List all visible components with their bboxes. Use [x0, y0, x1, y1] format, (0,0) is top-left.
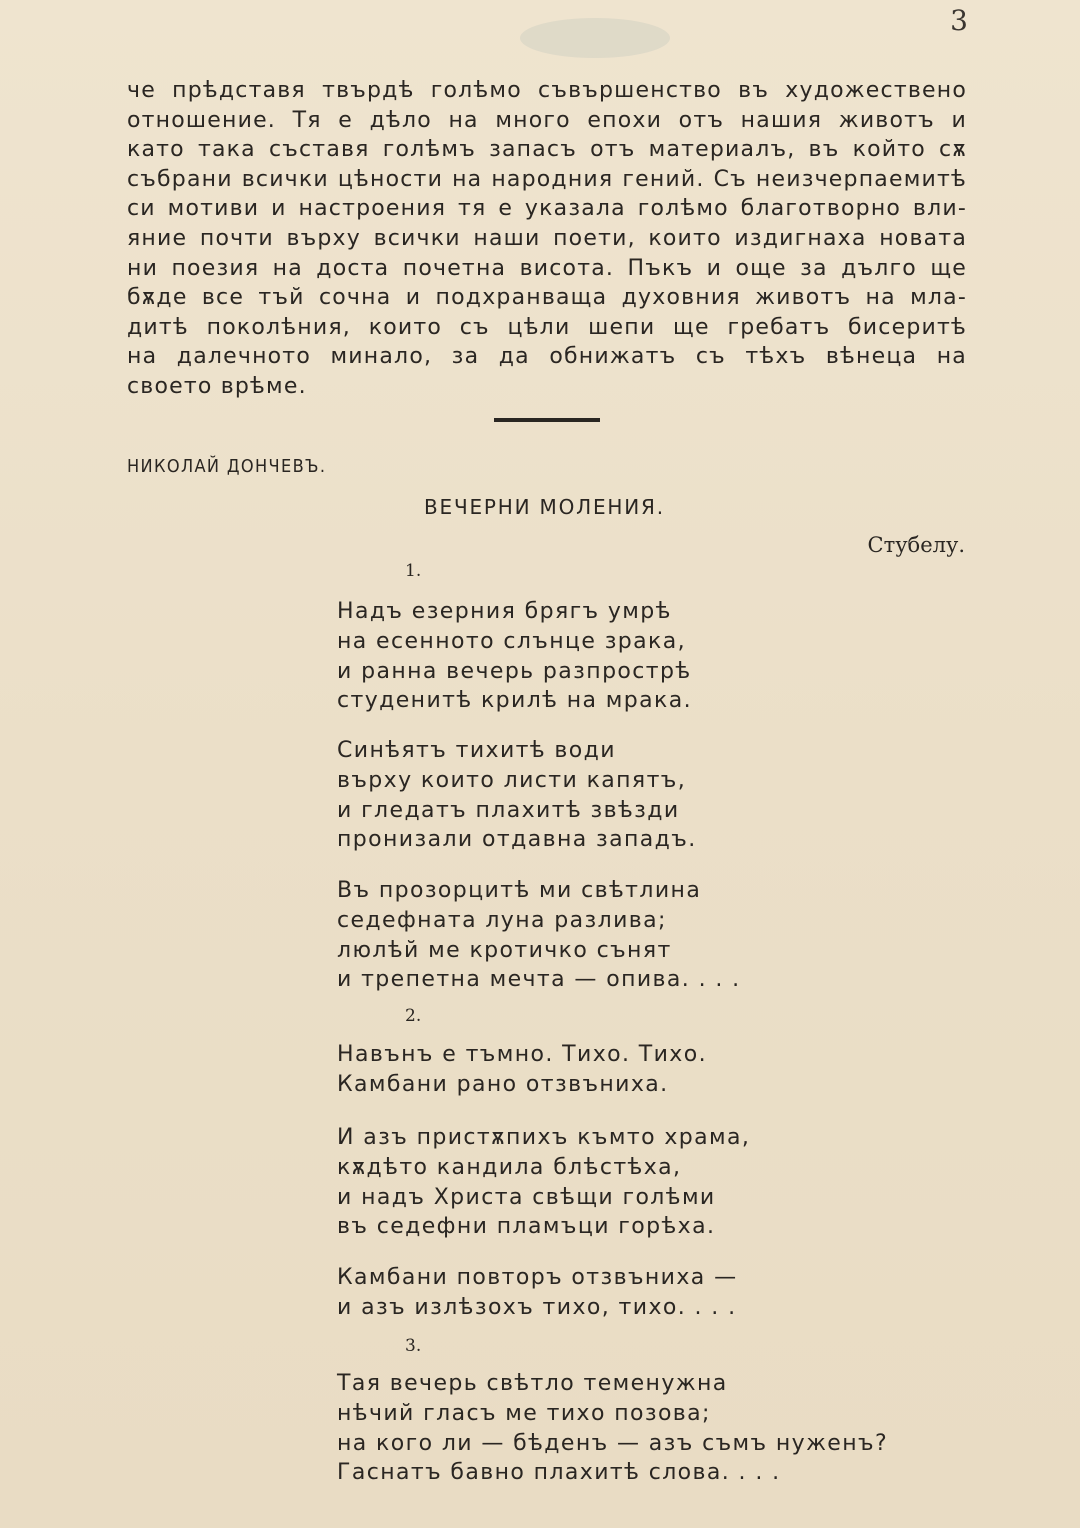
verse-line: Синѣятъ тихитѣ води	[337, 738, 616, 763]
verse-line: Въ прозорцитѣ ми свѣтлина	[337, 878, 702, 903]
prose-line: своето врѣме.	[127, 373, 307, 399]
verse-line: на есенното слънце зрака,	[337, 628, 687, 654]
stanza	[337, 1263, 737, 1323]
verse-line: Камбани рано отзвъниха.	[337, 1071, 669, 1097]
dedication: Стубелу.	[867, 533, 965, 557]
stanza	[337, 1123, 750, 1242]
verse-line: на кого ли — бѣденъ — азъ съмъ нуженъ?	[337, 1430, 889, 1456]
verse-line: и надъ Христа свѣщи голѣми	[337, 1184, 716, 1210]
section-number: 2.	[405, 1006, 422, 1026]
verse-line: люлѣй ме кротичко сънят	[337, 937, 672, 963]
prose-line: ни поезия на доста почетна висота. Пъкъ и още за дълго ще	[127, 255, 967, 281]
section-number: 3.	[405, 1336, 422, 1356]
verse-line: и азъ излѣзохъ тихо, тихо. . . .	[337, 1294, 737, 1320]
prose-line: като така съставя голѣмъ запасъ отъ материалъ, въ който сѫ	[127, 137, 967, 163]
stanza	[337, 736, 697, 855]
paper-stain	[520, 18, 670, 58]
author-name: НИКОЛАЙ ДОНЧЕВЪ.	[127, 456, 327, 477]
verse-line: въ седефни пламъци горѣха.	[337, 1214, 716, 1240]
section-number: 1.	[405, 561, 422, 581]
prose-line: си мотиви и настроения тя е указала голѣмо благотворно вли-	[127, 196, 967, 222]
stanza	[337, 1369, 888, 1488]
verse-line: кѫдѣто кандила блѣстѣха,	[337, 1154, 682, 1180]
stanza	[337, 1040, 707, 1100]
stanza	[337, 597, 692, 716]
verse-line: студенитѣ крилѣ на мрака.	[337, 688, 692, 714]
prose-paragraph	[127, 76, 967, 402]
verse-line: Тая вечерь свѣтло теменужна	[337, 1371, 728, 1396]
section-divider	[494, 418, 600, 422]
verse-line: седефната луна разлива;	[337, 907, 667, 933]
verse-line: пронизали отдавна западъ.	[337, 827, 697, 853]
verse-line: нѣчий гласъ ме тихо позова;	[337, 1400, 711, 1426]
page-number: 3	[950, 4, 968, 37]
prose-line: отношение. Тя е дѣло на много епохи отъ нашия животъ и	[127, 107, 967, 133]
verse-line: И азъ пристѫпихъ къмто храма,	[337, 1125, 751, 1150]
verse-line: Надъ езерния брягъ умрѣ	[337, 599, 672, 624]
prose-line: яние почти върху всички наши поети, които издигнаха новата	[127, 225, 967, 251]
poem-title: ВЕЧЕРНИ МОЛЕНИЯ.	[424, 495, 665, 519]
prose-line: на далечното минало, за да обнижатъ съ тѣхъ вѣнеца на	[127, 344, 967, 370]
prose-line: че прѣдставя твърдѣ голѣмо съвършенство въ художествено	[127, 78, 967, 103]
verse-line: Камбани повторъ отзвъниха —	[337, 1265, 738, 1290]
prose-line: бѫде все тъй сочна и подхранваща духовния животъ на мла-	[127, 285, 967, 311]
verse-line: и ранна вечерь разпрострѣ	[337, 658, 692, 684]
verse-line: и гледатъ плахитѣ звѣзди	[337, 797, 680, 823]
prose-line: дитѣ поколѣния, които съ цѣли шепи ще гребатъ бисеритѣ	[127, 314, 967, 340]
verse-line: Гаснатъ бавно плахитѣ слова. . . .	[337, 1460, 781, 1486]
prose-line: събрани всички цѣности на народния гений. Съ неизчерпаемитѣ	[127, 166, 967, 192]
verse-line: Навънъ е тъмно. Тихо. Тихо.	[337, 1042, 707, 1067]
stanza	[337, 876, 741, 995]
verse-line: и трепетна мечта — опива. . . .	[337, 967, 741, 993]
verse-line: върху които листи капятъ,	[337, 767, 687, 793]
